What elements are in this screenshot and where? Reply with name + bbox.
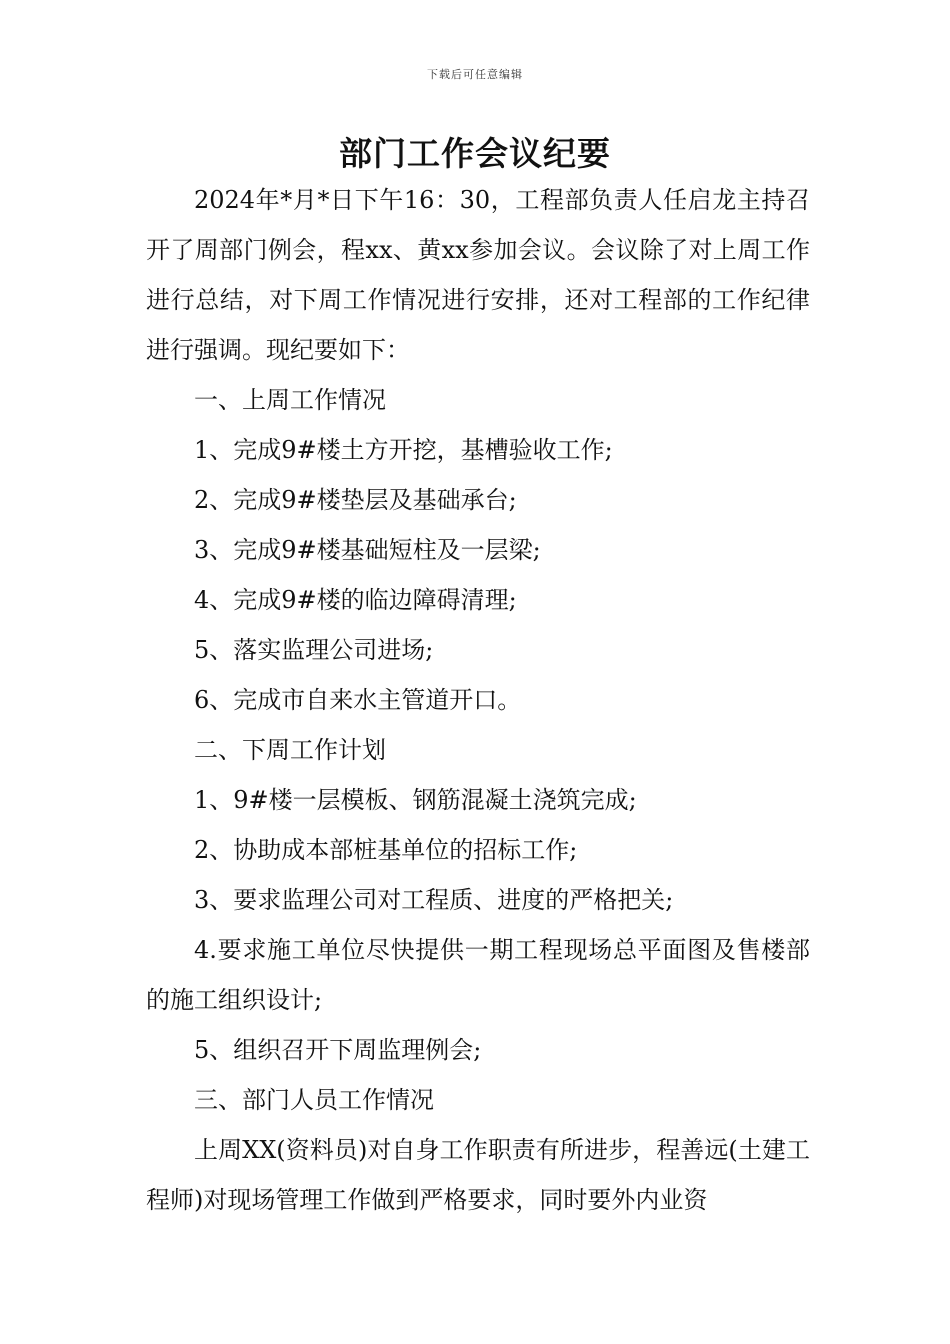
document-body xyxy=(146,175,810,1225)
document-title: 部门工作会议纪要 xyxy=(339,134,611,173)
header-note: 下载后可任意编辑 xyxy=(427,68,523,81)
list-item: 6、完成市自来水主管道开口。 xyxy=(194,686,522,714)
list-item: 2、完成9#楼垫层及基础承台; xyxy=(194,486,517,514)
list-item: 1、完成9#楼土方开挖，基槽验收工作; xyxy=(194,436,613,464)
list-item: 5、落实监理公司进场; xyxy=(194,636,434,664)
list-item: 4.要求施工单位尽快提供一期工程现场总平面图及售楼部的施工组织设计; xyxy=(146,936,810,1014)
section-heading-next-week: 二、下周工作计划 xyxy=(194,736,386,764)
intro-paragraph: 2024年*月*日下午16：30，工程部负责人任启龙主持召开了周部门例会，程xx、黄xx参加会议。会议除了对上周工作进行总结，对下周工作情况进行安排，还对工程部的工作纪律进行强调。现纪要如下： xyxy=(146,186,810,364)
staff-paragraph: 上周XX(资料员)对自身工作职责有所进步，程善远(土建工程师)对现场管理工作做到严格要求，同时要外内业资 xyxy=(146,1136,810,1214)
list-item: 1、9#楼一层模板、钢筋混凝土浇筑完成; xyxy=(194,786,637,814)
list-item: 4、完成9#楼的临边障碍清理; xyxy=(194,586,517,614)
list-item: 5、组织召开下周监理例会; xyxy=(194,1036,482,1064)
section-heading-staff: 三、部门人员工作情况 xyxy=(194,1086,434,1114)
list-item: 3、完成9#楼基础短柱及一层梁; xyxy=(194,536,541,564)
list-item: 3、要求监理公司对工程质、进度的严格把关; xyxy=(194,886,674,914)
list-item: 2、协助成本部桩基单位的招标工作; xyxy=(194,836,578,864)
section-heading-last-week: 一、上周工作情况 xyxy=(194,386,386,414)
